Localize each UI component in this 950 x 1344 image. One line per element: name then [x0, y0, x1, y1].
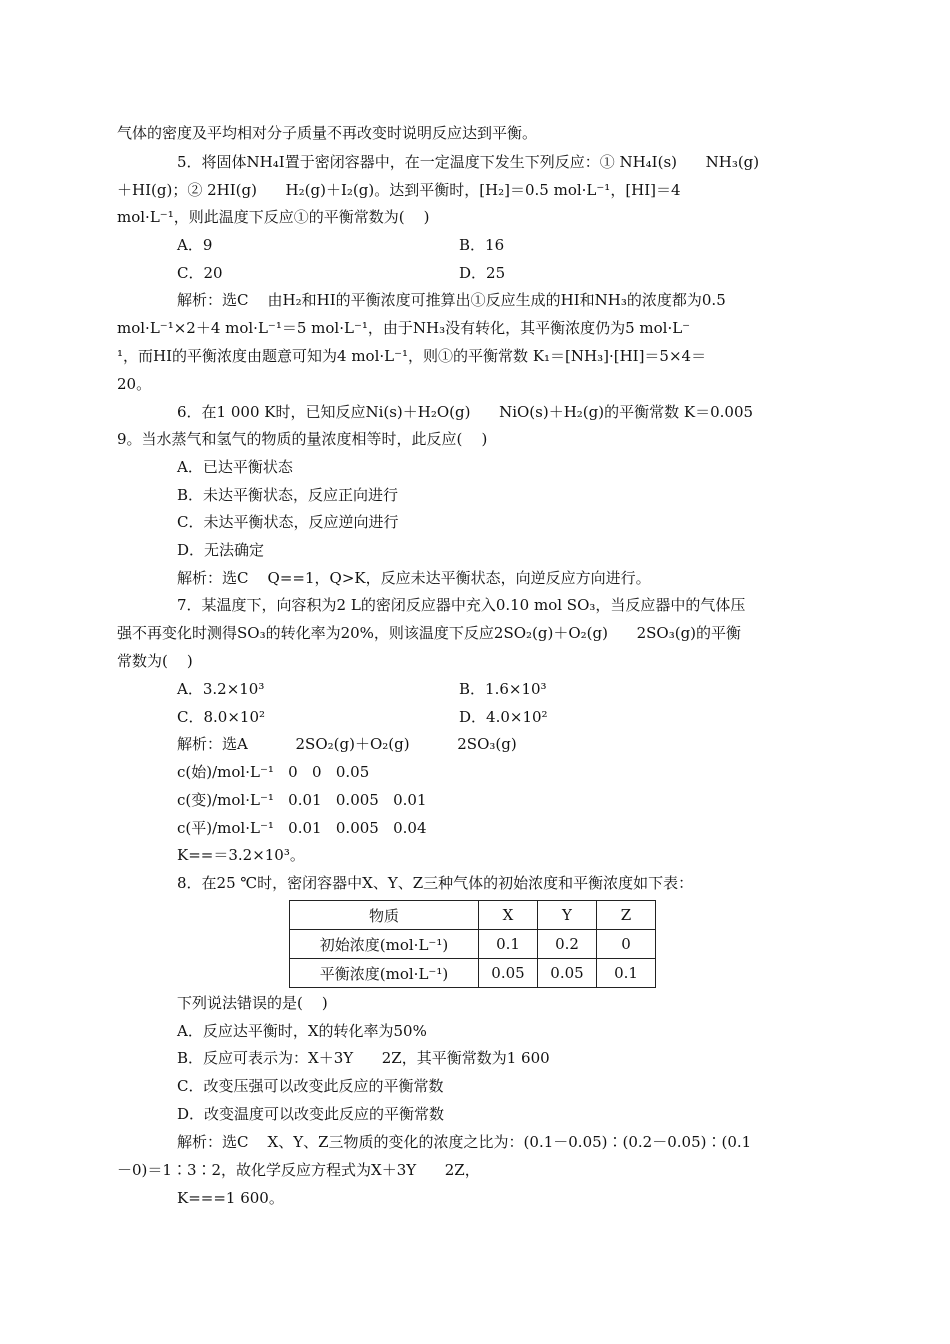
- question-8-option-a: A．反应达平衡时，X的转化率为50%: [177, 1022, 427, 1040]
- text-line: 气体的密度及平均相对分子质量不再改变时说明反应达到平衡。: [117, 124, 538, 142]
- table-header-cell: Z: [597, 901, 656, 930]
- answer-7-line: K==＝3.2×10³。: [177, 846, 305, 864]
- question-8-option-d: D．改变温度可以改变此反应的平衡常数: [177, 1105, 445, 1123]
- table-header-cell: X: [479, 901, 538, 930]
- table-cell: 0.05: [538, 959, 597, 988]
- question-7-option-d: D．4.0×10²: [459, 708, 548, 726]
- question-5-line: 5．将固体NH₄I置于密闭容器中，在一定温度下发生下列反应：① NH₄I(s) NH₃(g): [177, 153, 760, 171]
- question-5-option-c: C．20: [177, 264, 223, 282]
- answer-6-line: 解析：选C Q==1，Q>K，反应未达平衡状态，向逆反应方向进行。: [177, 569, 651, 587]
- question-7-option-a: A．3.2×10³: [177, 680, 265, 698]
- answer-8-line: K===1 600。: [177, 1189, 284, 1207]
- question-8-option-b: B．反应可表示为：X＋3Y 2Z，其平衡常数为1 600: [177, 1049, 550, 1067]
- question-6-line: 9。当水蒸气和氢气的物质的量浓度相等时，此反应( ): [117, 430, 488, 448]
- answer-5-line: 解析：选C 由H₂和HI的平衡浓度可推算出①反应生成的HI和NH₃的浓度都为0.5: [177, 291, 726, 309]
- table-cell: 0.1: [479, 930, 538, 959]
- table-header-cell: Y: [538, 901, 597, 930]
- table-header-cell: 物质: [290, 901, 479, 930]
- answer-5-line: mol·L⁻¹×2＋4 mol·L⁻¹＝5 mol·L⁻¹，由于NH₃没有转化，其平衡浓度仍为5 mol·L⁻: [117, 319, 691, 337]
- table-cell: 初始浓度(mol·L⁻¹): [290, 930, 479, 959]
- question-8-line: 8．在25 ℃时，密闭容器中X、Y、Z三种气体的初始浓度和平衡浓度如下表：: [177, 874, 694, 892]
- table-row: [290, 959, 656, 988]
- question-7-option-c: C．8.0×10²: [177, 708, 266, 726]
- question-5-line: mol·L⁻¹，则此温度下反应①的平衡常数为( ): [117, 208, 430, 226]
- concentration-table: [289, 900, 656, 988]
- question-8-option-c: C．改变压强可以改变此反应的平衡常数: [177, 1077, 444, 1095]
- answer-8-line: 解析：选C X、Y、Z三物质的变化的浓度之比为：(0.1－0.05)∶(0.2－0.05)∶(0.1: [177, 1133, 752, 1151]
- question-6-option-a: A．已达平衡状态: [177, 458, 293, 476]
- table-cell: 0: [597, 930, 656, 959]
- answer-5-line: 20。: [117, 375, 152, 393]
- answer-7-line: c(变)/mol·L⁻¹ 0.01 0.005 0.01: [177, 791, 427, 809]
- question-7-line: 强不再变化时测得SO₃的转化率为20%，则该温度下反应2SO₂(g)＋O₂(g) 2SO₃(g)的平衡: [117, 624, 742, 642]
- question-5-line: ＋HI(g)；② 2HI(g) H₂(g)＋I₂(g)。达到平衡时，[H₂]＝0.5 mol·L⁻¹，[HI]＝4: [117, 181, 681, 199]
- table-header-row: [290, 901, 656, 930]
- question-7-option-b: B．1.6×10³: [459, 680, 547, 698]
- question-7-line: 常数为( ): [117, 652, 193, 670]
- question-5-option-a: A．9: [177, 236, 213, 254]
- question-8-line: 下列说法错误的是( ): [177, 994, 328, 1012]
- answer-5-line: ¹，而HI的平衡浓度由题意可知为4 mol·L⁻¹，则①的平衡常数 K₁＝[NH₃]·[HI]＝5×4＝: [117, 347, 707, 365]
- table-cell: 0.2: [538, 930, 597, 959]
- table-cell: 0.05: [479, 959, 538, 988]
- answer-7-line: 解析：选A 2SO₂(g)＋O₂(g) 2SO₃(g): [177, 735, 517, 753]
- answer-7-line: c(平)/mol·L⁻¹ 0.01 0.005 0.04: [177, 819, 427, 837]
- question-6-option-d: D．无法确定: [177, 541, 265, 559]
- table-row: [290, 930, 656, 959]
- answer-7-line: c(始)/mol·L⁻¹ 0 0 0.05: [177, 763, 370, 781]
- table-cell: 平衡浓度(mol·L⁻¹): [290, 959, 479, 988]
- question-5-option-d: D．25: [459, 264, 506, 282]
- question-6-option-b: B．未达平衡状态，反应正向进行: [177, 486, 399, 504]
- question-7-line: 7．某温度下，向容积为2 L的密闭反应器中充入0.10 mol SO₃，当反应器中的气体压: [177, 596, 746, 614]
- question-6-option-c: C．未达平衡状态，反应逆向进行: [177, 513, 399, 531]
- answer-8-line: －0)＝1∶3∶2，故化学反应方程式为X＋3Y 2Z，: [117, 1161, 480, 1179]
- question-6-line: 6．在1 000 K时，已知反应Ni(s)＋H₂O(g) NiO(s)＋H₂(g)的平衡常数 K＝0.005: [177, 403, 754, 421]
- question-5-option-b: B．16: [459, 236, 505, 254]
- table-cell: 0.1: [597, 959, 656, 988]
